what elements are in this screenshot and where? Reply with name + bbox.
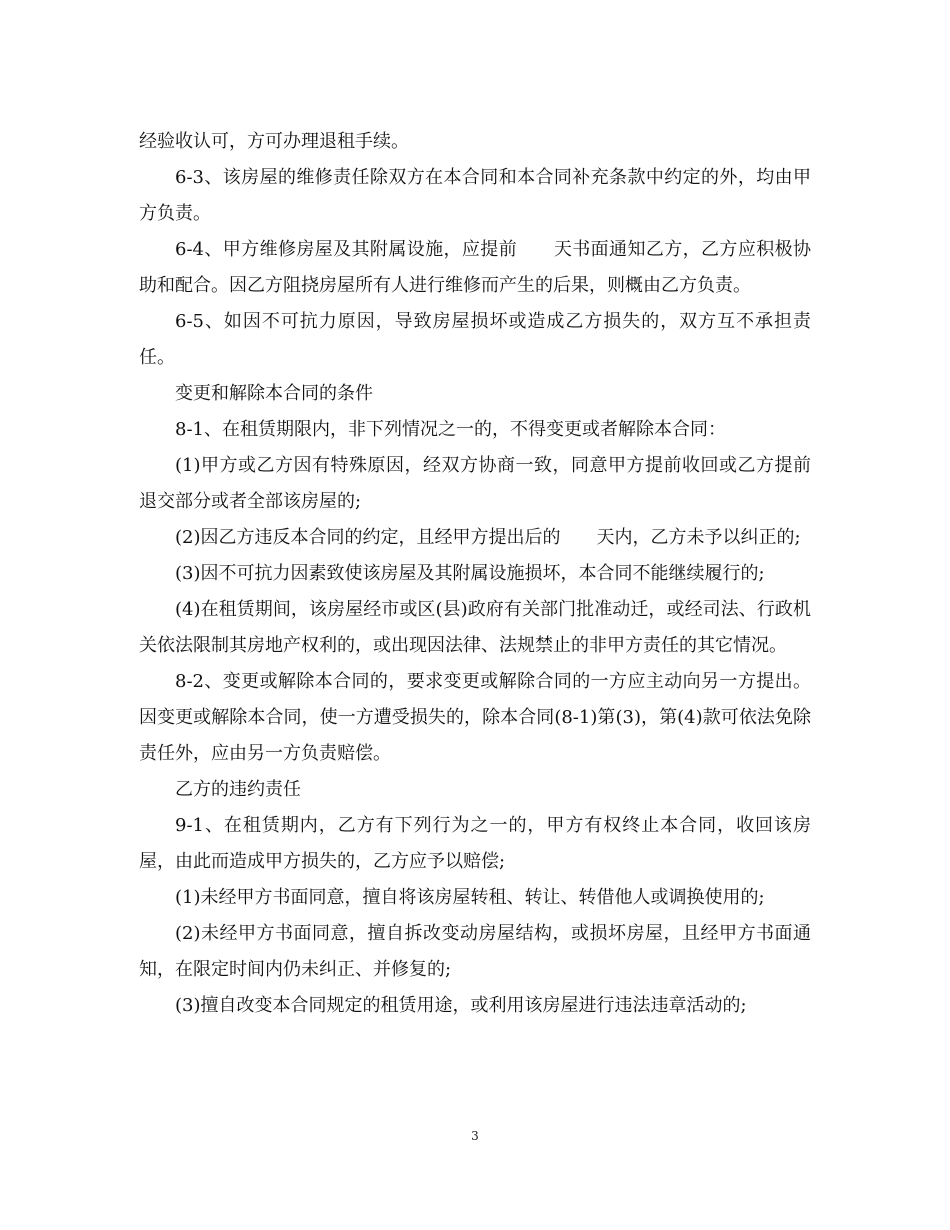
clause-9-1: 9-1、在租赁期内，乙方有下列行为之一的，甲方有权终止本合同，收回该房屋，由此而造成甲方损失的，乙方应予以赔偿; <box>139 815 811 872</box>
clause-9-1-item-1: (1)未经甲方书面同意，擅自将该房屋转租、转让、转借他人或调换使用的; <box>175 887 765 908</box>
document-body <box>139 124 811 1024</box>
paragraph-continuation: 经验收认可，方可办理退租手续。 <box>139 131 409 152</box>
clause-9-1-item-2: (2)未经甲方书面同意，擅自拆改变动房屋结构，或损坏房屋，且经甲方书面通知，在限定时间内仍未纠正、并修复的; <box>139 923 811 980</box>
page-number: 3 <box>471 1129 479 1143</box>
clause-6-3: 6-3、该房屋的维修责任除双方在本合同和本合同补充条款中约定的外，均由甲方负责。 <box>139 167 811 224</box>
section-heading-tenant-liability: 乙方的违约责任 <box>175 779 301 800</box>
clause-8-1-item-2: (2)因乙方违反本合同的约定，且经甲方提出后的 天内，乙方未予以纠正的; <box>175 527 801 548</box>
clause-8-1-item-3: (3)因不可抗力因素致使该房屋及其附属设施损坏，本合同不能继续履行的; <box>175 563 765 584</box>
clause-8-1-item-1: (1)甲方或乙方因有特殊原因，经双方协商一致，同意甲方提前收回或乙方提前退交部分或者全部该房屋的; <box>139 455 811 512</box>
section-heading-change-termination: 变更和解除本合同的条件 <box>175 383 373 404</box>
clause-9-1-item-3: (3)擅自改变本合同规定的租赁用途，或利用该房屋进行违法违章活动的; <box>175 995 747 1016</box>
clause-8-1-item-4: (4)在租赁期间，该房屋经市或区(县)政府有关部门批准动迁，或经司法、行政机关依法限制其房地产权利的，或出现因法律、法规禁止的非甲方责任的其它情况。 <box>139 599 811 656</box>
clause-6-5: 6-5、如因不可抗力原因，导致房屋损坏或造成乙方损失的，双方互不承担责任。 <box>139 311 811 368</box>
clause-8-2: 8-2、变更或解除本合同的，要求变更或解除合同的一方应主动向另一方提出。因变更或解除本合同，使一方遭受损失的，除本合同(8-1)第(3)，第(4)款可依法免除责任外，应由另一方负责赔偿。 <box>139 671 811 764</box>
clause-8-1: 8-1、在租赁期限内，非下列情况之一的，不得变更或者解除本合同： <box>175 419 726 440</box>
clause-6-4: 6-4、甲方维修房屋及其附属设施，应提前 天书面通知乙方，乙方应积极协助和配合。因乙方阻挠房屋所有人进行维修而产生的后果，则概由乙方负责。 <box>139 239 811 296</box>
